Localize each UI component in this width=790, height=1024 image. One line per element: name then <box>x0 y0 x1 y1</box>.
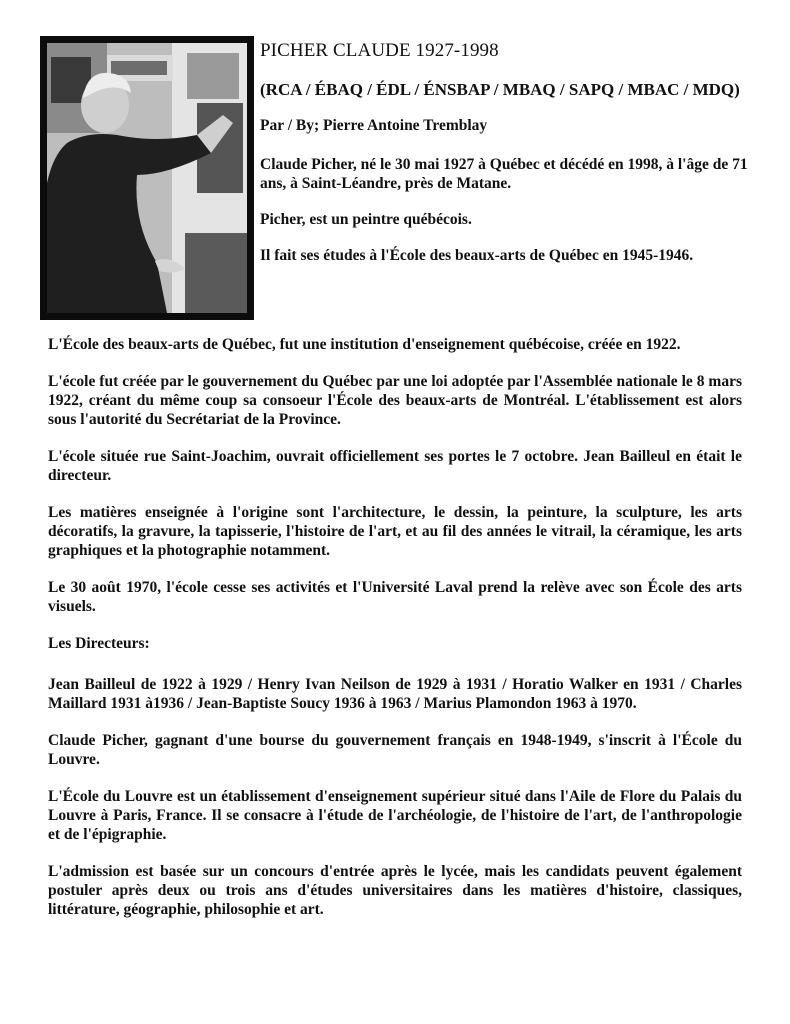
intro-paragraph: Il fait ses études à l'École des beaux-arts de Québec en 1945-1946. <box>260 247 694 264</box>
body-paragraph: L'École du Louvre est un établissement d'enseignement supérieur situé dans l'Aile de Flore du Palais du Louvre à Paris, France. Il se consacre à l'étude de l'archéologie, de l'histoire de l'art, de l'anthropologie et de l'épigraphie. <box>48 788 742 843</box>
intro-paragraph: Picher, est un peintre québécois. <box>260 211 472 228</box>
body-paragraph: L'admission est basée sur un concours d'entrée après le lycée, mais les candidats peuvent également postuler après deux ou trois ans d'études universitaires dans les matières d'histoire, classiques, littérature, géographie, philosophie et art. <box>48 863 742 918</box>
intro-paragraph: Claude Picher, né le 30 mai 1927 à Québec et décédé en 1998, à l'âge de 71 ans, à Saint-Léandre, près de Matane. <box>260 156 748 192</box>
body-paragraph: Le 30 août 1970, l'école cesse ses activités et l'Université Laval prend la relève avec son École des arts visuels. <box>48 579 742 615</box>
organizations: (RCA / ÉBAQ / ÉDL / ÉNSBAP / MBAQ / SAPQ / MBAC / MDQ) <box>260 80 740 99</box>
artist-photo <box>40 36 254 320</box>
document-title: PICHER CLAUDE 1927-1998 <box>260 40 499 61</box>
directors-heading: Les Directeurs: <box>48 635 150 652</box>
body-paragraph: Les matières enseignée à l'origine sont l'architecture, le dessin, la peinture, la sculpture, les arts décoratifs, la gravure, la tapisserie, l'histoire de l'art, et au fil des années le vitrail, la céramique, les arts graphiques et la photographie notamment. <box>48 504 742 559</box>
directors-list: Jean Bailleul de 1922 à 1929 / Henry Ivan Neilson de 1929 à 1931 / Horatio Walker en 1931 / Charles Maillard 1931 à1936 / Jean-Baptiste Soucy 1936 à 1963 / Marius Plamondon 1963 à 1970. <box>48 676 742 712</box>
body-paragraph: Claude Picher, gagnant d'une bourse du gouvernement français en 1948-1949, s'inscrit à l'École du Louvre. <box>48 732 742 768</box>
body-paragraph: L'école située rue Saint-Joachim, ouvrait officiellement ses portes le 7 octobre. Jean Bailleul en était le directeur. <box>48 448 742 484</box>
header-block <box>260 40 755 282</box>
artist-photo-image <box>47 43 247 313</box>
body-text <box>48 335 742 937</box>
byline: Par / By; Pierre Antoine Tremblay <box>260 117 488 134</box>
body-paragraph: L'École des beaux-arts de Québec, fut une institution d'enseignement québécoise, créée en 1922. <box>48 336 681 353</box>
body-paragraph: L'école fut créée par le gouvernement du Québec par une loi adoptée par l'Assemblée nationale le 8 mars 1922, créant du même coup sa consoeur l'École des beaux-arts de Montréal. L'établissement est alors sous l'autorité du Secrétariat de la Province. <box>48 373 742 428</box>
